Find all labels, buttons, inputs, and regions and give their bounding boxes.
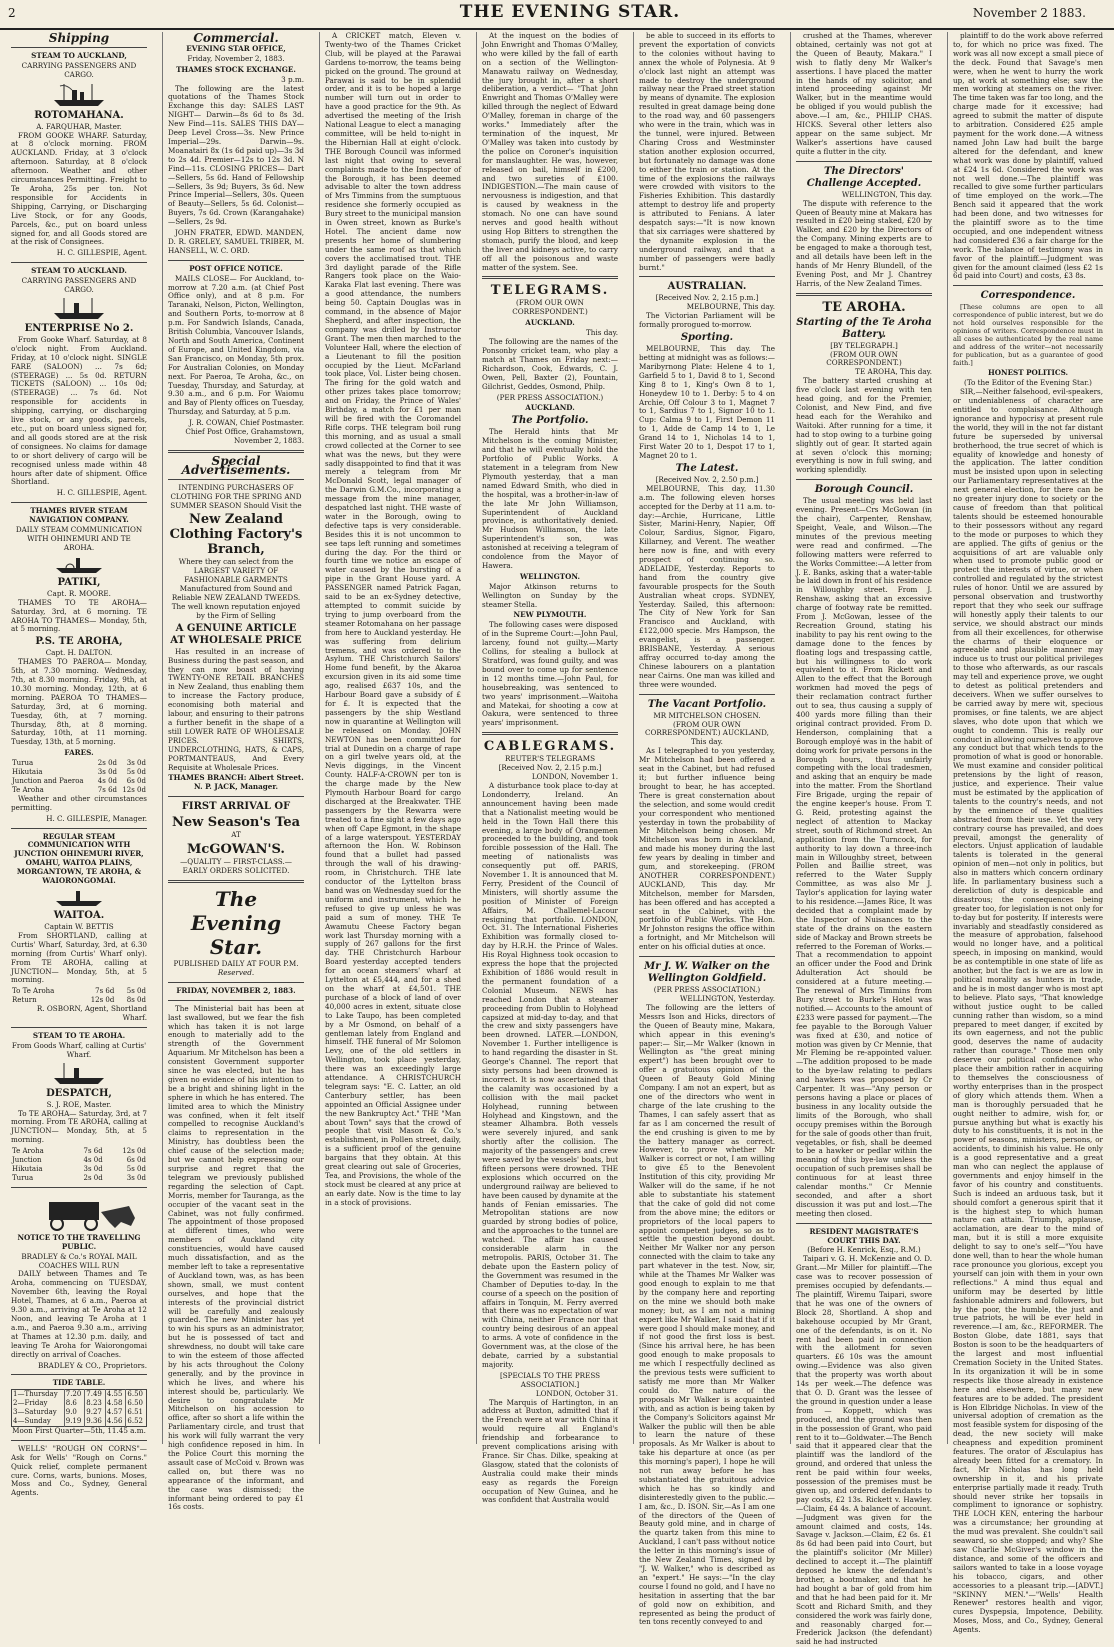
subhead: Sporting. xyxy=(680,332,734,344)
fares-title: FARES. xyxy=(64,748,94,758)
ship-captain: Capt. R. MOORE. xyxy=(47,588,111,598)
fares-table xyxy=(11,1147,147,1183)
tide-time: 8.23 xyxy=(85,1399,106,1408)
news-body: As I telegraphed to you yesterday, Mr Mitchelson had been offered a seat in the Cabinet, but had refused it; but further influence being brought to bear, he has accepted. There is great consternation about the selection, and some would credit your correspondent who mentioned yesterday in town the probability of Mr Mitchelson being chosen. Mr Mitchelson was born in Auckland, and made his money during the last few years by dealing in timber and gum, and storekeeping. (FROM ANOTHER CORRESPONDENT.) AUCKLAND, This day. Mr Mitchelson, member for Marsden, has been offered and has accepted a seat in the Cabinet, with the portfolio of Public Works. The Hon. Mr Johnston resigns the office within a fortnight, and Mr Mitchelson will enter on his official duties at once. xyxy=(639,746,775,952)
press-association: (PER PRESS ASSOCIATION.) xyxy=(496,392,604,402)
subhead-caps: MR MITCHELSON CHOSEN. xyxy=(653,710,761,720)
tide-day: 3—Saturday xyxy=(13,1408,57,1417)
column-borough xyxy=(790,31,937,1647)
ship-name: ENTERPRISE No 2. xyxy=(24,322,134,334)
editorial-date: FRIDAY, NOVEMBER 2, 1883. xyxy=(176,985,296,995)
column-australian xyxy=(633,31,780,1627)
news-body: At the inquest on the bodies of John Enwright and Thomas O'Malley, who were killed by the fall of earth on a section of the Wellington-Manawatu railway on Wednesday, the jury brought in, after a short deliberation, a verdict— "That John Enwright and Thomas O'Malley were killed through the neglect of Edward O'Malley, foreman in charge of the works." Immediately after the termination of the inquest, Mr O'Malley was taken into custody by the police on Coroner's inquisition for manslaughter. He was, however, released on bail, himself in £200, and two sureties of £100. INDIGESTION.—The main cause of nervousness is indigestion, and that is caused by weakness in the stomach. No one can have sound nerves and good health without using Hop Bitters to strengthen the stomach, purify the blood, and keep the liver and kidneys active, to carry off all the poisonous and waste matter of the system. See. xyxy=(482,31,618,272)
tide-time: 6.50 xyxy=(126,1399,147,1408)
tide-time: 6.51 xyxy=(126,1408,147,1417)
section-shipping: Shipping xyxy=(48,31,110,45)
tide-time: 4.58 xyxy=(105,1399,126,1408)
fare-row xyxy=(11,1156,147,1165)
fare-place: Junction and Paeroa xyxy=(12,777,84,785)
news-body: The following cases were disposed of in the Supreme Court:—John Paul, larceny, found not guilty.—Marty Collins, for stealing a bullock at Stratford, was found guilty, and was bound over to come up for sentence in 12 months time.—John Paul, for housebreaking, was sentenced to two years' imprisonment.—Waitoha and Matekai, for shooting a cow at Oakura, were sentenced to three years' imprisonment. xyxy=(482,620,618,728)
ad-title: STEAM TO TE AROHA. xyxy=(32,1030,126,1040)
tide-day: 1—Thursday xyxy=(13,1390,58,1399)
ship-captain: Captain W. BETTIS xyxy=(44,921,114,931)
fare-return: 6s 0d xyxy=(126,1156,146,1165)
ship-name: DESPATCH, xyxy=(46,1087,112,1099)
postmaster-sign: J. R. COWAN, Chief Postmaster. Chief Post Office, Grahamstown, November 2, 1883. xyxy=(185,418,304,445)
ad-title: STEAM TO AUCKLAND. xyxy=(31,266,127,276)
by-telegraph: [BY TELEGRAPH.] xyxy=(830,340,898,350)
news-body: The battery started crushing at five o'clock last evening with ten head going, and for the Premier, Colonist, and New Find, and five head each for the Werahiko and Waitoki. After running for a time, it had to stop owing to a turbine going slightly out of gear. It started again at seven o'clock this morning; everything is now in full swing, and working splendidly. xyxy=(796,376,932,475)
fare-row xyxy=(11,1147,147,1156)
tide-time: 4.56 xyxy=(105,1417,126,1426)
page-number: 2 xyxy=(8,6,16,20)
news-body: The Victorian Parliament will be formally prorogued to-morrow. xyxy=(639,311,775,330)
ad-subtitle: BRADLEY & Co.'s ROYAL MAIL COACHES WILL RUN xyxy=(21,1251,137,1270)
subhead: The Directors' Challenge Accepted. xyxy=(806,165,922,189)
steamship-icon xyxy=(52,1062,106,1086)
dateline: LONDON, November 1. xyxy=(531,772,618,782)
ad-body: THAMES TO TE AROHA— Saturday, 3rd, at 6 morning. TE AROHA TO THAMES— Monday, 5th, at 5 morning. xyxy=(11,597,147,634)
ad-body: To TE AROHA— Saturday, 3rd, at 7 morning. From TE AROHA, calling at JUNCTION— Monday, 5th, at 5 morning. xyxy=(11,1108,147,1145)
ad-subtitle: From Goods Wharf, calling at Curtis' Wharf. xyxy=(11,1040,147,1059)
dateline: WELLINGTON, Yesterday. xyxy=(679,994,775,1003)
ad-body: Has resulted in an increase of Business during the past season, and they can now boast of having TWENTY-ONE RETAIL BRANCHES in New Zealand, thus enabling them to increase the Factory produce, economising both material and labour, and ensuring to their patrons a further benefit in the shape of a still LOWER RATE OF WHOLESALE PRICES. SHIRTS, UNDERCLOTHING, HATS, & CAPS, PORTMANTEAUS, And Every Requisite at Wholesale Prices. xyxy=(168,646,304,772)
ship-master: A. FARQUHAR, Master. xyxy=(36,121,122,131)
fare-return: 8s 0d xyxy=(126,996,146,1005)
ship-captain: Capt. H. DALTON. xyxy=(45,648,113,658)
section-commercial: Commercial. xyxy=(193,31,279,45)
fare-place: Te Aroha xyxy=(12,1147,44,1156)
letter-title: HONEST POLITICS. xyxy=(987,368,1069,378)
ad-headline: New Season's Tea xyxy=(171,815,301,831)
dateline: NEW PLYMOUTH. xyxy=(513,610,587,620)
section-special-ads: Special Advertisements. xyxy=(181,453,291,477)
tide-row xyxy=(12,1408,147,1417)
fare-single: 7s 6d xyxy=(83,1147,103,1156)
received-time: [Received Nov. 2, 2.15 p.m.] xyxy=(655,293,759,303)
ad-subtitle: CARRYING PASSENGERS AND CARGO. xyxy=(21,60,137,79)
column-shipping xyxy=(6,31,152,1498)
steamship-icon xyxy=(54,888,104,908)
news-body: crushed at the Thames, wherever obtained, certainly was not got at the Queen of Beauty, Makara." I wish to flatly deny Mr Walker's assertions. I have placed the matter in the hands of my solicitor, and intend proceeding against Mr Walker, but in the meantime would be obliged if you would publish the above.—I am, &c., PHILIP CHAS. HICKS. Several other letters also appear on the same subject. Mr Walker's assertions have caused quite a flutter in the city. xyxy=(796,31,932,156)
dateline: AUCKLAND. xyxy=(525,403,575,413)
ad-body: THAMES TO PAEROA— Monday, 5th, at 7.30 morning. Wednesday, 7th, at 8.30 morning. Friday, 9th, at 10.30 morning. Monday, 12th, at 6 morning. PAEROA TO THAMES— Saturday, 3rd, at 6 morning. Tuesday, 6th, at 7 morning. Thursday, 8th, at 8 morning. Saturday, 10th, at 11 morning. Tuesday, 13th, at 5 morning. xyxy=(11,657,147,747)
ad-headline: New Zealand Clothing Factory's Branch, xyxy=(169,512,303,558)
fare-place: Junction xyxy=(12,1156,42,1165)
fare-place: Turua xyxy=(12,1173,34,1182)
news-body: MELBOURNE, This day. The betting at midnight was as follows:—Maribyrnong Plate: Helene 4 to 1, Garfield 5 to 1, David 8 to 1, Second King 8 to 1, King's Own 8 to 1, Honeydew 10 to 1. Derby: 5 to 4 on Archie, Off Colour 3 to 1, Magnet 7 to 1, Sardius 7 to 1, Signor 10 to 1. Cup: Calma 9 to 1, First Demon 11 to 1, Adde de Camp 14 to 1, Le Grand 14 to 1, Nicholas 14 to 1, First Water 20 to 1, Despot 17 to 1, Magnet 20 to 1. xyxy=(639,344,775,460)
ad-agent: H. C. GILLESPIE, Agent. xyxy=(56,248,147,258)
ad-title: NOTICE TO THE TRAVELLING PUBLIC. xyxy=(17,1232,141,1251)
ad-title: REGULAR STEAM COMMUNICATION WITH JUNCTION OHINEMURI RIVER, OMAHU, WAITOA PLAINS, MORGANTOWN, TE AROHA, & WAIORONGOMAI. xyxy=(14,831,144,886)
dateline: LONDON, October 31. xyxy=(535,1388,618,1398)
received-time: [Received Nov. 2, 2.50 p.m.] xyxy=(655,474,759,484)
dateline: WELLINGTON. xyxy=(520,571,580,581)
ship-name: P.S. TE AROHA, xyxy=(35,636,123,648)
ad-body: From SHORTLAND, calling at Curtis' Wharf, Saturday, 3rd, at 6.30 morning (from Curtis' Wharf only). From TE AROHA, calling at JUNCTION— Monday, 5th, at 5 morning. xyxy=(11,930,147,985)
fare-row xyxy=(11,777,147,786)
ad-text: AT xyxy=(231,830,241,840)
telegrams-heading: TELEGRAMS. xyxy=(490,283,610,299)
fare-place: Te Aroha xyxy=(12,785,44,794)
post-office-heading: POST OFFICE NOTICE. xyxy=(189,263,283,273)
column-telegrams xyxy=(476,31,623,1505)
fare-single: 4s 0d xyxy=(83,1156,103,1165)
office-heading: EVENING STAR OFFICE, xyxy=(186,43,286,53)
ad-agent: BRADLEY & CO., Proprietors. xyxy=(37,1360,147,1370)
ad-subtitle: CARRYING PASSENGERS AND CARGO. xyxy=(21,276,137,295)
stock-time: 3 p.m. xyxy=(281,74,304,84)
tide-row xyxy=(12,1390,147,1399)
fare-place: Turua xyxy=(12,759,34,768)
subhead: The Vacant Portfolio. xyxy=(647,698,767,710)
ad-title: STEAM TO AUCKLAND, xyxy=(31,50,127,60)
news-body: Taipari v. G. H. McKenzie and O. D. Grant.—Mr Miller for plaintiff.—The case was to recover possession of premises occupied by defendants.—The plaintiff, Wiremu Taipari, swore that he was one of the owners of Block 28, Shortland. A shop and bakehouse occupied by Mr Grant, one of the defendants, is on it. No rent had been paid in connection with the allotment for seven quarters. £6 10s was the amount owing.—Evidence was also given that the property was worth about 14s per week.—The defence was that O. D. Grant was the lessee of the ground in question under a lease from — Koppett, which was produced, and the ground was then in the possession of Grant, who paid rent to it to—Goldwater.—The Bench said that it appeared clear that the plaintiff was the landlord of the ground, and ordered that unless the rent be paid within four weeks, possession of the premises must be given up, and ordered defendants to pay costs, £2 13s. Rickett v. Hawley.—Claim, £4 4s. A balance of account.—Judgment was given for the amount claimed and costs, 14s. Savage v. Jackson.—Claim, £2 6s. £1 8s 6d had been paid into Court, but the plaintiff's solicitor (Mr Miller) declined to accept it.—The plaintiff deposed he knew the defendant's brother, a bootmaker, and that he had bought a bar of gold from him and that he had been paid for it. Mr Scott and Richard Smith, and they considered the work was fairly done, and reasonably charged for.—Frederick Jackson (the defendant) said he had instructed xyxy=(796,1254,932,1647)
dateline: AUCKLAND. xyxy=(525,318,575,328)
news-body: The following are the letters of Messrs Ison and Hicks, directors of the Queen of Beauty mine, Makara, which appear in this evening's paper:— Sir,—Mr Walker (known in Wellington as "the great mining expert") has been brought over to offer a gratuitous opinion of the Queen of Beauty Gold Mining Company. I am not an expert, but as one of the directors who went in charge of the late crushing to the Thames, I can safely assert that as far as I am concerned the result of the end crushing is given to me by the battery manager as correct. However, to prove whether Mr Walker is correct or not, I am willing to give £5 to the Benevolent Institution of this city, providing Mr Walker will do the same, if he not able to substantiate his statement that the cake of gold did not come from the above mine; the editors or proprietors of the local papers to appoint competent judges, so as to settle the question beyond doubt. Neither Mr Walker nor any person connected with the claim to take any part whatever in the test. Now, sir, while at the Thames Mr Walker was good enough to explain to me that by the company here and reporting on the mine we should both make money; but, as I am not a mining expert like Mr Walker, I said that if it were good I should make money, and if not good the first loss is best. (Since his arrival here, he has been good enough to make proposals to me which I respectfully declined as the previous tests were sufficient to satisfy me more than Mr Walker could do. The nature of the proposals Mr Walker is acquainted with, and as action is being taken by the Company's Solicitors against Mr Walker the public will then be able to learn the nature of these proposals. As Mr Walker is about to take his departure at once (as per this morning's paper), I hope he will not run away before he has substantiated the gratuitous advice which he has so kindly and disinterestedly given to the public.—I am, &c., D. ISON. Sir,—As I am one of the directors of the Queen of Beauty gold mine, and in charge of the quartz taken from this mine to Auckland, I can't pass without notice the letter in this morning's issue of the New Zealand Times, signed by "J. W. Walker," who is described as an "expert." He says:—"In the clay course I found no gold, and I have no hesitation in asserting that the bar of gold now on exhibition, and represented as being the product of ten tons recently conveyed to and xyxy=(639,1002,775,1627)
tide-time: 4.57 xyxy=(105,1408,126,1417)
fare-single: 2s 0d xyxy=(83,1173,103,1182)
ad-text: Where they can select from the LARGEST VARIETY OF FASHIONABLE GARMENTS Manufactured from Sound and Reliable NEW ZEALAND TWEEDS. xyxy=(171,557,301,603)
ad-headline: FIRST ARRIVAL OF xyxy=(181,801,291,813)
fare-row xyxy=(11,1174,147,1183)
issue-date: November 2 1883. xyxy=(972,6,1086,20)
ad-title: THAMES RIVER STEAM NAVIGATION COMPANY. xyxy=(29,506,129,525)
fares-table xyxy=(11,987,147,1005)
cablegrams-heading: CABLEGRAMS. xyxy=(483,739,617,755)
court-heading: RESIDENT MAGISTRATE'S COURT THIS DAY. xyxy=(809,1226,919,1245)
subhead: Mr J. W. Walker on the Wellington Goldfield. xyxy=(644,961,770,985)
fare-row xyxy=(11,759,147,768)
correspondent: (FROM OUR OWN CORRESPONDENT.) AUCKLAND, This day. xyxy=(645,719,769,747)
ship-name: WAITOA. xyxy=(53,909,105,921)
fare-single: 12s 0d xyxy=(90,996,115,1005)
subhead: Starting of the Te Aroha Battery. xyxy=(796,316,932,340)
fare-return: 5s 0d xyxy=(126,768,146,777)
fare-place: Return xyxy=(12,996,37,1005)
news-body: plaintiff to do the work above referred to, for which no price was fixed. The work was all now except a small piece of the deck. Found that Savage's men were, when he went to hurry the work up, at work at something else; saw the men working at steamers on the river. The time taken was far too long, and the charge made for it excessive; had agreed to submit the matter of dispute to arbitration. Considered £25 ample payment for the work done.—A witness named John Law had built the barge altered for the defendant, and knew what work was done by plaintiff, valued at £24 1s 6d. Considered the work was not well done.—The plaintiff was recalled to give some further particulars of time employed on the work.—The Bench said it appeared that the work had been done, and two witnesses for the plaintiff swore as to the time occupied, and one independent witness had considered £36 a fair charge for the work. The balance of testimony was in favor of the plaintiff.—Judgment was given for the amount claimed (less £2 1s 6d paid into Court) and costs, £3 8s. xyxy=(953,31,1103,281)
tide-day: 2—Friday xyxy=(13,1399,48,1408)
ad-body: FROM GOOKE WHARF. Saturday, at 8 o'clock morning. FROM AUCKLAND. Friday, at 3 o'clock afternoon. Saturday, at 8 o'clock afternoon. Weather and other circumstances Permitting. Freight to Te Aroha, 25s per ton. Not responsible for Accidents in Shipping, Carrying, or Discharging Live Stock, or for any Goods, Parcels, &c., put on board unless signed for, and all Goods stored are at the risk of Consignees. xyxy=(11,130,147,247)
tide-table xyxy=(11,1389,147,1427)
ad-agent: H. C. GILLESPIE, Manager. xyxy=(46,813,147,823)
tide-day: 4—Sunday xyxy=(13,1417,51,1426)
subhead: The Portfolio. xyxy=(511,415,589,427)
stock-quotations: The following are the latest quotations of the Thames Stock Exchange this day: SALES LAST NIGHT— Darwin—8s 6d to 8s 3d. New Find—11s. SALES THIS DAY— Deep Level Cross—3s. New Prince Imperial—29s. Darwin—9s. Moanatairi 8x (1s 6d paid up)—3s 3d to 2s 4d. Premier—12s to 12s 3d. N Find—11s. CLOSING PRICES— Dart—Sellers, 5s 6d. Hand of Fellowship—Sellers, 3s 9d; Buyers, 3s 6d. New Prince Imperial—Sellers, 30s. Queen of Beauty—Sellers, 5s 6d. Colonist—Buyers, 7s 6d. Crown (Karangahake)—Sellers, 2s 9d. xyxy=(168,83,304,227)
fare-row xyxy=(11,1165,147,1174)
fare-return: 5s 0d xyxy=(126,1165,146,1173)
tide-time: 8.6 xyxy=(64,1399,85,1408)
tide-time: 6.52 xyxy=(126,1417,147,1426)
column-local-news xyxy=(319,32,466,1444)
ship-master: S. J. ROE, Master. xyxy=(46,1099,112,1109)
masthead-gothic: The Evening Star. xyxy=(190,886,282,959)
tide-time: 9.0 xyxy=(64,1408,85,1417)
ad-headline: McGOWAN'S. xyxy=(187,842,285,858)
mail-coach-icon xyxy=(19,1192,139,1232)
fare-single: 3s 0d xyxy=(83,1165,103,1173)
page-header xyxy=(0,0,1114,30)
dateline: WELLINGTON, This day. xyxy=(841,189,932,199)
fare-single: 7s 6d xyxy=(97,785,118,794)
ship-name: PATIKI, xyxy=(57,576,101,588)
broker-list: JOHN FRATER, EDWD. MANDEN, D. R. GRELEY, SAMUEL TRIBER, M. HANSELL, W. C. ORD. xyxy=(168,228,304,255)
fare-single: 7s 6d xyxy=(95,987,115,996)
ad-body: DAILY between Thames and Te Aroha, commencing on TUESDAY, November 6th, leaving the Royal Hotel, Thames, at 6 a.m., Paeroa at 9.30 a.m., arriving at Te Aroha at 12 Noon, and leaving Te Aroha at 1 a.m., and Paeroa 9.30 a.m., arriving at Thames at 12.30 p.m. daily, and leaving Te Aroha for Waiorongomai directly on arrival of Coaches. xyxy=(11,1269,147,1359)
ad-agent: H. C. GILLESPIE, Agent. xyxy=(56,488,147,498)
news-body: be able to succeed in its efforts to prevent the exportation of convicts to the colonies without having to annex the whole of Polynesia. At 9 o'clock last night an attempt was made to destroy the underground railway near the Praed street station by means of dynamite. The explosion resulted in great damage being done to the road way, and 60 passengers who were in the train, which was in the tunnel, were injured. Between Charing Cross and Westminster station another explosion occurred, but fortunately no damage was done to either the train or station. At the time of the explosions the railways were crowded with visitors to the Fisheries Exhibition. This dastardly attempt to destroy life and property is attributed to Fenians. A later despatch says:—"It is now known that six carriages were shattered by the dynamite explosion in the underground railway, and that a number of passengers were badly burnt." xyxy=(639,31,775,272)
ad-body: WELLS' "ROUGH ON CORNS"—Ask for Wells' "Rough on Corns." Quick relief, complete permanent cure. Corns, warts, bunions. Moses, Moss and Co., Sydney, General Agents. xyxy=(11,1443,147,1498)
news-body: The dispute with reference to the Queen of Beauty mine at Makara has resulted in £20 being staked, £20 by Walker, and £20 by the Directors of the Company. Mining experts are to be engaged to make a thorough test, and all details have been left in the hands of Mr Henry Blundell, of the Evening Post, and Mr J. Chantrey Harris, of the New Zealand Times. xyxy=(796,198,932,288)
steamship-icon xyxy=(52,297,106,321)
telegrams-sub: (FROM OUR OWN CORRESPONDENT.) xyxy=(512,298,588,317)
correspondent: (FROM OUR OWN CORRESPONDENT.) xyxy=(826,349,902,368)
fares-table xyxy=(11,759,147,795)
stock-exchange-heading: THAMES STOCK EXCHANGE. xyxy=(176,64,296,74)
tide-time: 9.19 xyxy=(64,1417,85,1426)
ad-subtitle: DAILY STEAM COMMUNICATION WITH OHINEMURI AND TE AROHA. xyxy=(15,525,143,552)
court-sub: (Before H. Kenrick, Esq., R.M.) xyxy=(807,1245,921,1255)
news-body: Major Atkinson returns to Wellington on Sunday by the steamer Stella. xyxy=(482,581,618,609)
letter-body: SIR,—Neither falsehood, evil-speakers, or undeniableness of character are entitled to complaisance. Although ignorance and hypocrisy at present rule the world, they will in the not far distant future be superseded by universal brotherhood, the true secret of which is equality of knowledge and honesty of the application. The latter condition must be insisted upon upon in selecting our Parliamentary representatives at the next general election, for there can be no greater injury done to society or the cause of freedom than that political talents should be esteemed honourable to their possessors without any regard to the mode or purposes to which they are applied. The gifts of genius or the acquisitions of art are valuable only when used to promote public good or protect the interests of virtue, or when controlled and regulated by the strictest rules of honor. Until we are assured by personal observation and trustworthy report that they who seek our suffrage will honestly apply their talents to our service, we should abstract our minds from all their excellences, for otherwise the charms of their eloquence or agreeable and plausible manner may induce us to trust our political privileges to those who afterwards, as our rascals may tell and experience prove, we ought to detest as political pretenders and deceivers. When we suffer ourselves to be carried away by mere wit, specious promises, or fine talents, we are abject slaves, who dote upon that which we ought to condemn. This is really our conduct in allowing ourselves to approve any conduct but that which tends to the promotion of what is good or honorable. We must examine and consider political pretensions by the light of reason, justice, and experience. Their value must be estimated by the application of talents to the country's needs, and not by the eminence of these qualities abstracted from their use. Yet the very contrary course has prevailed, and does prevail, amongst the generality of electors. Unjust application of laudable talents is tolerated in the general opinion of men—not only in politics, but also in matters which concern ordinary life. In parliamentary business such a dereliction of duty is despicable and disastrous; the consequences being greater too, for legislation is not only for to-day but for posterity. If interests were invariably and steadfastly considered as the measure of approbation, falsehood would no longer have, and a political speech, in imposing on mankind, would be as contemptible in one state of life as another, but the fact is we are as low in political morality as hunters in trade, and he is in most danger who is most apt to believe. Plato says, "That knowledge without justice ought to be called cunning rather than wisdom, so a mind prepared to meet danger, if excited by its own eagerness, and not the public good, deserves the name of audacity rather than courage." Those men only deserve our political confidence who place their ambition rather in acquiring to themselves the consciousness of worthy enterprises than in the prospect of glory which attends them. When a man is thoroughly persuaded that he ought neither to admire, wish for, or pursue anything but what is exactly his duty to his constituents, it is not in the power of seasons, ministers, persons, or accidents, to diminish his value. He only is a good representative and a great man who can neglect the applause of governments and enjoy himself in the favor of his country and constituents. Such is indeed an arduous task, but it should comfort a generous spirit that it is the highest step to which human nature can attain. Triumph, applause, acclamation, are dear to the mind of man, but it is still a more exquisite delight to say to one's self—"You have done well, than to hear the whole human race pronounce you glorious, except you yourself can join with them in your own reflections." A mind thus equal and uniform may be deserted by little fashionable admirers and followers, but by the poor, the humble, the just and true patriots, he will be ever held in reverence.—I am, &c., REFORMER. The Boston Globe, date 1881, says that Boston is soon to be the headquarters of the largest and most influential Cremation Society in the United States. In its organization it will be in some respects like those already in existence here and elsewhere, but many new features are to be added. The president is Hon Elbridge Nicholas. In view of the universal adoption of cremation as the most feasible system for disposing of the dead, the new society will make cheapness and expedition prominent features. The orator of Æsculapius has already been fitted for a crematory. In fact, Mr Nicholas has long held ownership in it, and his private enterprise partially made it ready. Truth should never strike her topsails in compliment to ignorance or sophistry. THE LOCH KEN, entering the harbour was a circumstance; her grounding at the mud was prevalent. She couldn't sail seaward, so she stopped; and why? She saw Charlie McGiver's window in the distance, and some of the officers and sailors wanted to take in a loose voyage his tobacco, cigars, and other accessories to a pleasant trip.—[ADVT.] "SKINNY MEN."—"Wells' Health Renewer" restores health and vigor, cures Dyspepsia, Impotence, Debility. Moses, Moss, and Co., Sydney, General Agents. xyxy=(953,387,1103,1635)
column-commercial xyxy=(162,31,309,1512)
local-news-body: A CRICKET match, Eleven v. Twenty-two of the Thames Cricket Club, will be played at the Parawai Gardens to-morrow, the teams being picked on the ground. The ground at Parawai is said to be in splendid order, and it is to be hoped a large number will turn out in order to have a good practice for the 9th. As advertised the meeting of the Irish National League to elect a managing committee, will be held to-night in the Hibernian Hall at eight o'clock. THE Borough Council was informed last night that owing to several complaints made to the Inspector of the Borough, it has been deemed advisable to alter the town address of Mrs Timmins from the sumptuous residence she formerly occupied as Bury street to the municipal mansion in Owen street, known as Burke's Hotel. The ancient dame now presents her home of slumbering under the same roof as that which covers the acclimatised trout. THE 3rd daylight parade of the Rifle Rangers took place on the Waio-Karaka Flat last evening. There was a good attendance, the numbers being 50. Captain Douglas was in command, in the absence of Major Shepherd, and after inspection, the company was drilled by Instructor Grant. The men then marched to the Volunteer Hall, where the election of a Lieutenant to fill the position occupied by the Lieut. McFarland took place, Vol. Lister being chosen. The firing for the gold watch and other prizes takes place tomorrow; and on Friday, the Prince of Wales' Birthday, a match for £1 per man will be fired with the Coromandel Rifle corps. THE telegram boil rung this morning, and as usual a small crowd collected at the Corner to see what was the news, but they were sadly disappointed to find that it was merely a telegram from Mr McDonald Scott, legal manager of the Darwin G.M.Co., incorporating a message from the mine manager, despatched last night. THE waste of water in the Borough, owing to defective taps is very considerable. Besides this it is not uncommon to see taps left running and sometimes during the day. For the third or fourth time we notice an escape of water caused by the bursting of a pipe in the Grant House yard. A PASSENGER named Patrick Fagan, said to be an ex-Sydney detective, attempted to commit suicide by trying to jump overboard from the steamer Rotomahana on her passage from here to Auckland yesterday. He was suffering from delirium tremens, and was ordered to the Asylum. THE Christchurch Sailors' Home fund benefit, by the Akaroa excursion given in its aid some time ago, realised £637 10s, and the Harbour Board gave a subsidy of £ for £. It is expected that the passengers by the ship Westland now in quarantine at Wellington will be released on Monday. JOHN NEWTON has been committed for trial at Dunedin on a charge of rape on a girl twelve years old, at the Nevis diggings, in the Vincent County. HALF-A-CROWN per ton is the charge made by the New Plymouth Harbour Board for cargo discharged at the Breakwater. THE passengers by the Rewarra were treated to a fine sight a few days ago when off Cape Egmont, in the shape of a large waterspout. YESTERDAY afternoon the Hon. W. Robinson found that a bullet had passed through the wall of his drawing-room, in Christchurch. THE late conductor of the Lyttelton brass band was on Wednesday sued for the uniform and instrument, which he refused to give up unless he was paid a sum of money. THE Te Awamutu Cheese Factory began work last Thursday morning with a supply of 267 gallons for the first day. THE Christchurch Harbour Board yesterday accepted tenders for an ocean steamers' wharf at Lyttelton at £5,444, and for a shed on the wharf at £4,501. THE purchase of a block of land of over 40,000 acres in extent, situate close to Lake Taupo, has been completed by a Mr Osmond, on behalf of a gentleman lately from England and himself. THE funeral of Mr Solomon Levy, one of the old settlers in Wellington, took place yesterday, there was an exceedingly large attendance. A CHRISTCHURCH telegram says: "E. C. Latter, an old Canterbury settler, has been appointed an Official Assignee under the new Bankruptcy Act." THE "Man about Town" says that the crowd of people that visit Mason & Co.'s establishment, in Pollen street, daily, is a sufficient proof of the genuine bargains that they obtain. At this great clearing out sale of Groceries, Tea, and Provisions, the whole of the stock must be cleared at any price at an early date. Now is the time to lay in a stock of provisions. xyxy=(325,31,461,1207)
tide-time: 4.55 xyxy=(105,1390,126,1399)
ad-headline: A GENUINE ARTICLE AT WHOLESALE PRICE xyxy=(170,622,302,646)
fare-return: 3s 0d xyxy=(126,759,146,768)
received-time: [Received Nov. 2, 2.15 p.m.] xyxy=(498,763,602,773)
fare-row xyxy=(11,768,147,777)
fare-return: 12s 0d xyxy=(122,785,146,794)
ad-text: INTENDING PURCHASERS OF CLOTHING FOR THE SPRING AND SUMMER SEASON Should Visit the xyxy=(170,482,302,510)
ad-body: From Gooke Wharf. Saturday, at 8 o'clock night. From Auckland. Friday, at 10 o'clock night. SINGLE FARE (SALOON) ... 7s 6d; (STEERAGE) ... 5s 0d. RETURN TICKETS (SALOON) ... 10s 0d; (STEERAGE) ... 7s 6d. Not responsible for accidents in shipping, carrying, or discharging live stock, or any goods, parcels, etc., put on board unless signed for, and all goods stored are at the risk of consignees. No claims for damage to or short delivery of cargo will be recognised unless made within 48 hours after date of shipment. Office Shortland. xyxy=(11,334,147,487)
fares-note: Weather and other circumstances permitting. xyxy=(11,793,147,812)
news-body: The usual meeting was held last evening. Present—Crs McGowan (in the chair), Carpenter, Renshaw, Speight, Veale, and Wilson.—The minutes of the previous meeting were read and confirmed. —The following matters were referred to the Works Committee:—A letter from J. E. Banks, asking that a water-table be laid down in front of his residence in Willoughby street. From J. Renshaw, asking that an excessive charge of footway rate be remitted. From J. McGowan, lessee of the Recreation Ground, stating his inability to pay his rent owing to the damage done to the fences by floating logs and trespassing cattle, but his willingness to do work equivalent to it. From Rickett and Allen to the effect that the Borough workmen had moved the pegs of their reclamation contract further out to sea, thus causing a supply of 400 yards more filling than their original contract provided. From D. Henderson, complaining that a Borough employé was in the habit of doing work for private persons in the Borough hours, thus unfairly competing with the local tradesmen, and asking that an enquiry be made into the matter. From the Shortland Fire Brigade, urging the repair of the engine keeper's house. From T. G. Reid, protesting against the neglect of attention to Mackay street, south of Richmond street. An application from the Turncock, for authority to lay down a three-inch main in Willoughby street, between Pollen and Baillie street, was referred to the Water Supply Committee, as was also Mr J. Taylor's application for laying water to his residence.—James Rice, It was decided that a complaint made by the Inspector of Nuisances to the state of the drains on the eastern side of Mackay and Brown streets be referred to the Foreman of Works.—That a recommendation to appoint an officer under the Food and Drink Adulteration Act should be considered at a future meeting.—The renewal of Mrs Timmins from Bury street to Burke's Hotel was notified.— Accounts to the amount of £233 were passed for payment.—The fee payable to the Borough Valuer was fixed at £30, and notice of motion was given by Cr Mennie, that Mr Fleming be re-appointed valuer.—The addition proposed to be made to the bye-law relating to pedlars and hawkers was proposed by Cr Carpenter. It was—"Any person or persons having a place or places of business in any locality outside the limits of the Borough, who shall occupy premises within the Borough for the sale of goods other than fruit, vegetables, or fish, shall be deemed to be a hawker or pedlar within the meaning of this bye-law unless the occupation of such premises shall be continuous for at least three calendar months." Cr Mennie seconded, and after a short discussion it was put and lost.—The meeting then closed. xyxy=(796,496,933,1218)
press-association: (PER PRESS ASSOCIATION.) xyxy=(653,985,761,995)
subhead: Borough Council. xyxy=(814,484,914,496)
masthead-sub: PUBLISHED DAILY AT FOUR P.M. xyxy=(173,958,299,968)
fare-place: To Te Aroha xyxy=(12,987,55,996)
news-body: The Marquis of Hartington, in an address at Buxton, admitted that if the French were at war with China it would require all England's friendship and forbearance to prevent complications arising with France. Sir Chas. Dilke, speaking at Glasgow, stated that the colonists of Australia could make their minds easy as regards the Foreign occupation of New Guinea, and he was confident that Australia would xyxy=(482,1397,618,1505)
moon-phase: Moon First Quarter—5th, 11.45 a.m. xyxy=(12,1425,146,1435)
tide-table-title: TIDE TABLE. xyxy=(52,1378,106,1388)
editorial-body: The Ministerial bait has been at last swallowed, but we fear the fish which has taken it is not large enough to materially add to the strength of the Government Aquarium. Mr Mitchelson has been a consistent Government supporter since he was elected, but he has given no evidence of his intention to be a bright and shining light in the sphere in which he has entered. The limited area to which the Ministry was confined, when it felt itself compelled to recognise Auckland's claims to representation in the Ministry, has doubtless been the chief cause of the selection made; but we cannot help expressing our surprise and regret that the telegram we previously published regarding the selection of Capt. Morris, member for Tauranga, as the occupier of the vacant seat in the Cabinet, was not fully confirmed. The appointment of those proposed at different times, who were members of Auckland city constituencies, would have caused much dissatisfaction, and as the member left to take a representative of Auckland town, was, as has been shown, small, we must content ourselves, and hope that the interests of the provincial district will be carefully and zealously guarded. The new Minister has yet to win his spurs as an administrator, but he is possessed of tact and shrewdness, no doubt will take care to win the esteem of those affected by his acts throughout the Colony generally, and by the province in which he lives, and where his interest should be, particularly. We desire to congratulate Mr Mitchelson on his accession to office, after so short a life within the Parliamentary circle, and trust that his work will fully warrant the very high confidence reposed in him. In the Police Court this morning the assault case of McCoid v. Brown was called on, but there was no appearance of the informant, and the case was dismissed; the informant being ordered to pay £1 16s costs. xyxy=(168,1003,304,1512)
post-office-notice: MAILS CLOSE— For Auckland, to-morrow at 7.20 a.m. (at Chief Post Office only), and at 8 p.m. For Taranaki, Nelson, Picton, Wellington, and Southern Ports, to-morrow at 8 p.m. For Sandwich Islands, Canada, British Columbia, Vancouver Islands, North and South America, Continent of Europe, and United Kingdom, via San Francisco, on Monday, 5th prox. For Australian Colonies, on Monday next. For Paeroa, Te Aroha, &c., on Tuesday, Thursday, and Saturday, at 9.30 a.m., and 6 p.m. For Waiomu and Bay of Plenty offices on Tuesday, Thursday, and Saturday, at 5 p.m. xyxy=(168,273,304,417)
dateline-day: This day. xyxy=(586,328,618,338)
news-body: MELBOURNE, This day, 11.30 a.m. The following eleven horses accepted for the Derby at 11 a.m. to-day:—Archie, Hurricane, Little Sister, Marini-Henry, Napier, Off Colour, Sardius, Signor, Figaro, Killarney, and Verent. The weather here now is fine, and with every prospect of continuing so. ADELAIDE, Yesterday. Reports to hand from the country give favourable prospects for the South Australian wheat crops. SYDNEY, Yesterday. Sailed, this afternoon: The City of New York for San Francisco and Auckland, with £122,000 specie. Mrs Hampson, the evangelist, is a passenger. BRISBANE, Yesterday. A serious affray occurred to-day among the Chinese labourers on a plantation near Cairns. One man was killed and three were wounded. xyxy=(639,483,775,689)
news-body: The Herald hints that Mr Mitchelson is the coming Minister, and that he will eventually hold the Portfolio of Public Works. A statement in a telegram from New Plymouth yesterday, that a man named Edward Smith, who died in the hospital, was a brother-in-law of the late Mr John Williamson, Superintendent of Auckland province, is authoritatively denied. Mr Hudson Williamson, the late Superintendent's son, was astonished at receiving a telegram of condolence from the Mayor of Hawera. xyxy=(482,427,618,570)
dateline: MELBOURNE, This day. xyxy=(686,302,775,312)
fare-single: 3s 0d xyxy=(97,768,118,777)
press-association: [SPECIALS TO THE PRESS ASSOCIATION.] xyxy=(499,1370,601,1389)
cablegrams-sub: REUTER'S TELEGRAMS xyxy=(504,754,596,764)
fare-place: Hikutaia xyxy=(12,768,43,777)
fare-row xyxy=(11,987,147,996)
ad-text: The well known reputation enjoyed by the Firm of Selling xyxy=(171,601,301,620)
tide-row xyxy=(12,1399,147,1408)
masthead-sub: Reserved. xyxy=(217,967,255,977)
letter-to: (To the Editor of the Evening Star.) xyxy=(964,378,1092,388)
fare-return: 12s 0d xyxy=(122,1147,146,1156)
news-body: The following are the names of the Ponsonby cricket team, who play a match at Thames on Friday next:—Richardson, Cook, Edwards, C. J. Owen, Pell, Baxter (2), Fountain, Gilchrist, Geddes, Osmond, Philp. xyxy=(482,337,618,391)
ad-agent: R. OSBORN, Agent, Shortland Wharf. xyxy=(36,1004,147,1023)
tide-time: 7.49 xyxy=(85,1390,106,1399)
column-correspondence xyxy=(947,31,1108,1635)
fare-place: Hikutaia xyxy=(12,1165,43,1173)
ad-text: —QUALITY — FIRST-CLASS.— EARLY ORDERS SOLICITED. xyxy=(180,857,292,876)
tide-time: 6.50 xyxy=(126,1390,147,1399)
tide-time: 9.36 xyxy=(85,1417,106,1426)
ad-text: THAMES BRANCH: Albert Street. N. P. JACK, Manager. xyxy=(168,773,304,792)
masthead: THE EVENING STAR. xyxy=(459,2,681,22)
ship-name: ROTOMAHANA. xyxy=(34,109,124,121)
australian-heading: AUSTRALIAN. xyxy=(667,281,747,293)
correspondence-note: [These columns are open to all correspondence of public interest, but we do not hold ourselves responsible for the opinions of writers. Correspondence must in all cases be authenticated by the real name and address of the writer—not necessarily for publication, but as a guarantee of good faith.] xyxy=(953,303,1103,368)
subhead: The Latest. xyxy=(675,462,739,474)
fare-return: 3s 0d xyxy=(126,1173,146,1182)
te-aroha-heading: TE AROHA. xyxy=(822,299,906,315)
fare-return: 5s 0d xyxy=(126,987,146,996)
tide-time: 9.27 xyxy=(85,1408,106,1417)
tide-time: 7.20 xyxy=(64,1390,85,1399)
fare-single: 4s 0d xyxy=(97,777,118,785)
dateline: TE AROHA, This day. xyxy=(855,367,932,377)
steamship-icon xyxy=(52,82,106,108)
paddle-steamer-icon xyxy=(54,555,104,575)
office-date: Friday, November 2, 1883. xyxy=(187,53,285,63)
fare-return: 6s 0d xyxy=(126,777,146,785)
news-body: A disturbance took place to-day at Londonderry, Ireland. An announcement having been made that a Nationalist meeting would be held in the Town Hall there this evening, a large body of Orangemen proceeded to the building, and took forcible possession of the Hall. The meeting of nationalists was consequently put off. PARIS, November 1. It is announced that M. Ferry, President of the Council of Ministers, will shortly assume the position of Minister of Foreign Affairs, M. Challemel-Lacour resigning that portfolio. LONDON, Oct. 31. The International Fisheries Exhibition was formally closed to-day by H.R.H. the Prince of Wales. His Royal Highness took occasion to express the hope that the projected Exhibition of 1886 would result in the permanent foundation of a Colonial Museum. NEWS has reached London that a steamer proceeding from Dublin to Holyhead capsized at mid-day to-day, and that the crew and sixty passengers have been drowned. LATER.—LONDON, November 1. Further intelligence is to hand regarding the disaster in St. George's Channel. The report that sixty persons had been drowned is incorrect. It is now ascertained that the calamity was occasioned by a collision with the mail packet Holyhead, running between Holyhead and Kingstown, and the steamer Alhambra. Both vessels were severely injured, and sank shortly after the collision. The majority of the passengers and crew were saved by the vessels' boats, but fifteen persons were drowned. THE explosions which occurred on the underground railway are believed to have been caused by dynamite at the hands of Fenian emissaries. The Metropolitan stations are now guarded by strong bodies of police, and the approaches to the tunnel are watched. The affair has caused considerable alarm in the metropolis. PARIS, October 31. The debate upon the Eastern policy of the Government was resumed in the Chamber of Deputies to-day. In the course of a speech on the position of affairs in Tonquin, M. Ferry averred that there was no expectation of war with China, neither France nor that country being desirous of an appeal to arms. A vote of confidence in the Government was, at the close of the debate, carried by a substantial majority. xyxy=(482,780,618,1369)
correspondence-heading: Correspondence. xyxy=(980,290,1076,302)
newspaper-columns xyxy=(6,31,1108,1647)
fare-single: 2s 0d xyxy=(97,759,118,768)
